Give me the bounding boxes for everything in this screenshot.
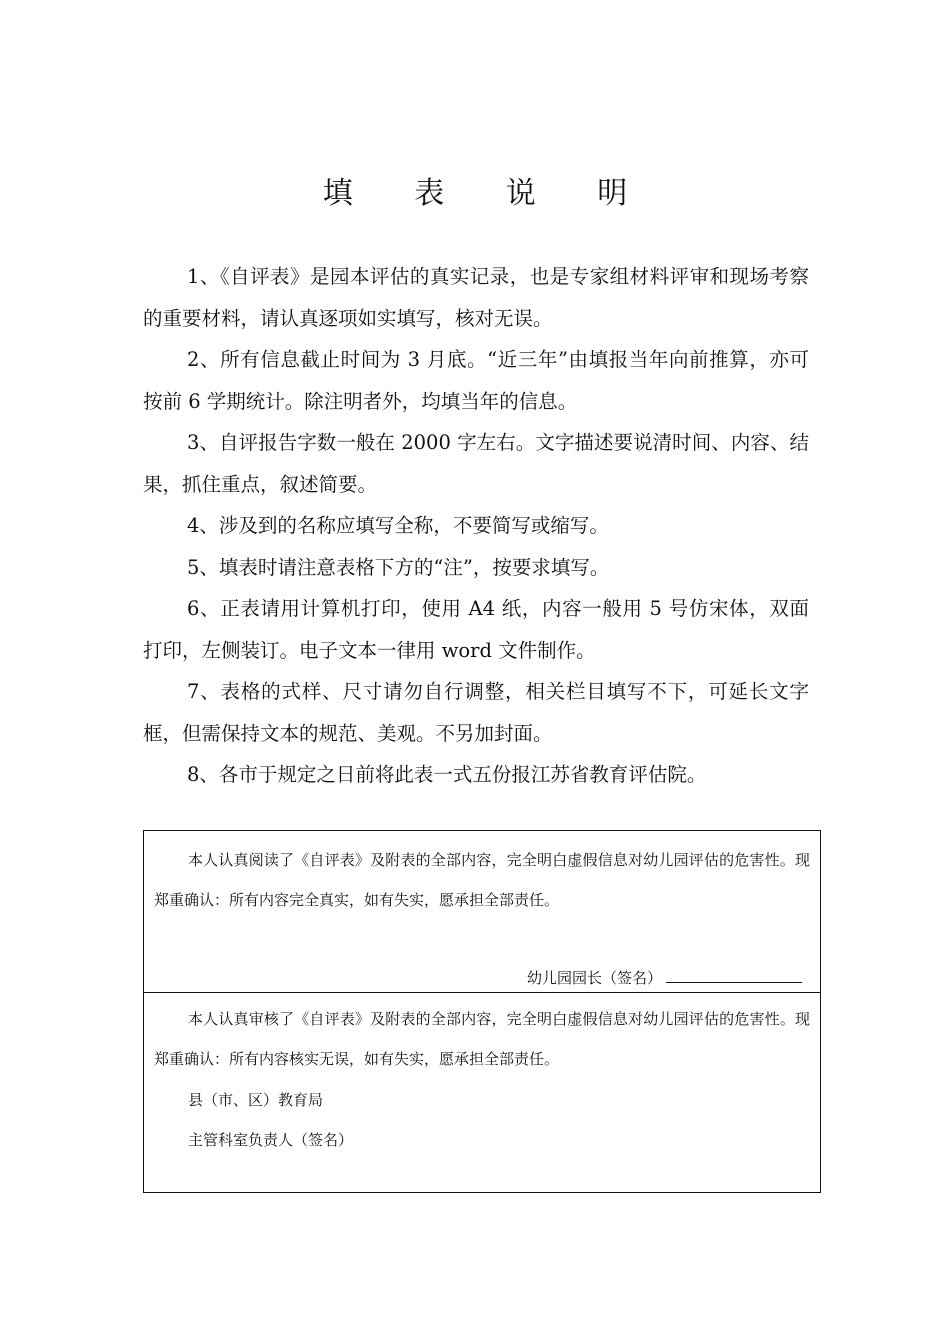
instruction-item-1: 1、《自评表》是园本评估的真实记录，也是专家组材料评审和现场考察的重要材料，请认真逐项如实填写，核对无误。 xyxy=(143,265,809,330)
instruction-item-5: 5、填表时请注意表格下方的“注”，按要求填写。 xyxy=(187,555,610,579)
bureau-statement: 本人认真审核了《自评表》及附表的全部内容，完全明白虚假信息对幼儿园评估的危害性。现郑重确认：所有内容核实无误，如有失实，愿承担全部责任。 xyxy=(154,1010,810,1068)
principal-declaration-cell xyxy=(144,831,820,993)
principal-signature-label: 幼儿园园长（签名） xyxy=(526,969,662,987)
instruction-item-4: 4、涉及到的名称应填写全称，不要简写或缩写。 xyxy=(187,514,609,537)
principal-statement: 本人认真阅读了《自评表》及附表的全部内容，完全明白虚假信息对幼儿园评估的危害性。现郑重确认：所有内容完全真实，如有失实，愿承担全部责任。 xyxy=(154,851,810,909)
instruction-item-7: 7、表格的式样、尺寸请勿自行调整，相关栏目填写不下，可延长文字框，但需保持文本的规范、美观。不另加封面。 xyxy=(143,680,809,745)
principal-signature-line xyxy=(527,966,802,988)
bureau-declaration-cell xyxy=(144,993,820,1192)
instruction-item-8: 8、各市于规定之日前将此表一式五份报江苏省教育评估院。 xyxy=(187,763,707,786)
instruction-item-6: 6、正表请用计算机打印，使用 A4 纸，内容一般用 5 号仿宋体，双面打印，左侧装订。电子文本一律用 word 文件制作。 xyxy=(143,597,809,662)
declaration-table xyxy=(143,830,821,1193)
instruction-item-2: 2、所有信息截止时间为 3 月底。“近三年”由填报当年向前推算，亦可按前 6 学期统计。除注明者外，均填当年的信息。 xyxy=(143,348,809,413)
instruction-item-3: 3、自评报告字数一般在 2000 字左右。文字描述要说清时间、内容、结果，抓住重点，叙述简要。 xyxy=(143,431,809,496)
bureau-signature-label: 主管科室负责人（签名） xyxy=(188,1131,354,1149)
bureau-office-label: 县（市、区）教育局 xyxy=(188,1091,324,1109)
page-title: 填 表 说 明 xyxy=(322,176,654,211)
principal-signature-field[interactable] xyxy=(666,966,802,983)
instruction-list xyxy=(143,256,809,796)
